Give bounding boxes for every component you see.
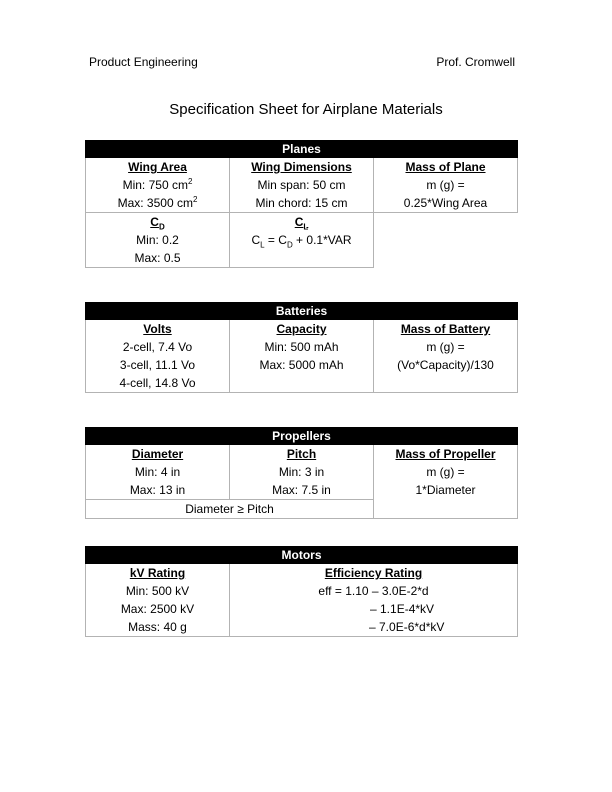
efficiency-line1: eff = 1.10 – 3.0E-2*d xyxy=(318,584,429,598)
cd-min: Min: 0.2 xyxy=(136,233,179,247)
efficiency-line2: – 1.1E-4*kV xyxy=(370,602,435,616)
wing-area-label: Wing Area xyxy=(128,160,187,174)
propeller-mass-line1: m (g) = xyxy=(426,465,465,479)
wing-dimensions-cell xyxy=(230,158,374,213)
empty-cell xyxy=(374,213,518,268)
page-title: Specification Sheet for Airplane Materials xyxy=(169,101,443,118)
cd-max: Max: 0.5 xyxy=(134,251,181,265)
capacity-min: Min: 500 mAh xyxy=(264,340,339,354)
header-right: Prof. Cromwell xyxy=(436,55,515,69)
cl-formula: $C_L = C_D + 0.1*VAR$ xyxy=(251,233,352,250)
motors-table xyxy=(85,546,518,637)
pitch-min: Min: 3 in xyxy=(278,465,325,479)
volts-cell xyxy=(86,320,230,393)
volts-label: Volts xyxy=(143,322,172,336)
kv-min: Min: 500 kV xyxy=(125,584,190,598)
wing-area-max: Max: 3500 $cm^2$ xyxy=(117,195,198,210)
propeller-constraint: Diameter ≥ Pitch xyxy=(86,500,374,519)
diameter-max: Max: 13 in xyxy=(129,483,186,497)
wing-area-min: Min: 750 $cm^2$ xyxy=(122,177,193,192)
cd-cell xyxy=(86,213,230,268)
volts-2cell: 2-cell, 7.4 Vo xyxy=(122,340,193,354)
plane-mass-cell xyxy=(374,158,518,213)
volts-4cell: 4-cell, 14.8 Vo xyxy=(119,376,196,390)
propellers-table xyxy=(85,427,518,519)
batteries-heading: Batteries xyxy=(86,303,518,320)
motors-heading: Motors xyxy=(86,547,518,564)
wing-dimensions-label: Wing Dimensions xyxy=(251,160,352,174)
wing-span-min: Min span: 50 cm xyxy=(257,178,346,192)
battery-mass-label: Mass of Battery xyxy=(400,322,491,336)
efficiency-line3: – 7.0E-6*d*kV xyxy=(369,620,445,634)
kv-cell xyxy=(86,564,230,637)
capacity-cell xyxy=(230,320,374,393)
cd-label: $C_D$ xyxy=(150,215,165,232)
battery-mass-line2: (Vo*Capacity)/130 xyxy=(397,358,494,372)
cl-cell xyxy=(230,213,374,268)
battery-mass-line1: m (g) = xyxy=(426,340,465,354)
plane-mass-line2: 0.25*Wing Area xyxy=(403,196,488,210)
batteries-table xyxy=(85,302,518,393)
propeller-mass-label: Mass of Propeller xyxy=(395,447,496,461)
propeller-mass-line2: 1*Diameter xyxy=(415,483,476,497)
plane-mass-line1: m (g) = xyxy=(426,178,465,192)
cl-label: $C_L$ xyxy=(294,215,309,232)
capacity-max: Max: 5000 mAh xyxy=(259,358,344,372)
battery-mass-cell xyxy=(374,320,518,393)
pitch-max: Max: 7.5 in xyxy=(272,483,331,497)
kv-label: kV Rating xyxy=(129,566,186,580)
volts-3cell: 3-cell, 11.1 Vo xyxy=(119,358,196,372)
plane-mass-label: Mass of Plane xyxy=(405,160,486,174)
diameter-label: Diameter xyxy=(131,447,184,461)
motor-mass: Mass: 40 g xyxy=(128,620,187,634)
planes-table xyxy=(85,140,518,268)
diameter-min: Min: 4 in xyxy=(134,465,181,479)
efficiency-label: Efficiency Rating xyxy=(324,566,423,580)
pitch-cell xyxy=(230,445,374,500)
planes-heading: Planes xyxy=(86,141,518,158)
header-left: Product Engineering xyxy=(89,55,198,69)
wing-chord-min: Min chord: 15 cm xyxy=(255,196,348,210)
kv-max: Max: 2500 kV xyxy=(120,602,195,616)
capacity-label: Capacity xyxy=(276,322,327,336)
wing-area-cell xyxy=(86,158,230,213)
pitch-label: Pitch xyxy=(286,447,317,461)
diameter-cell xyxy=(86,445,230,500)
propellers-heading: Propellers xyxy=(86,428,518,445)
propeller-mass-cell xyxy=(374,445,518,519)
efficiency-cell xyxy=(230,564,518,637)
